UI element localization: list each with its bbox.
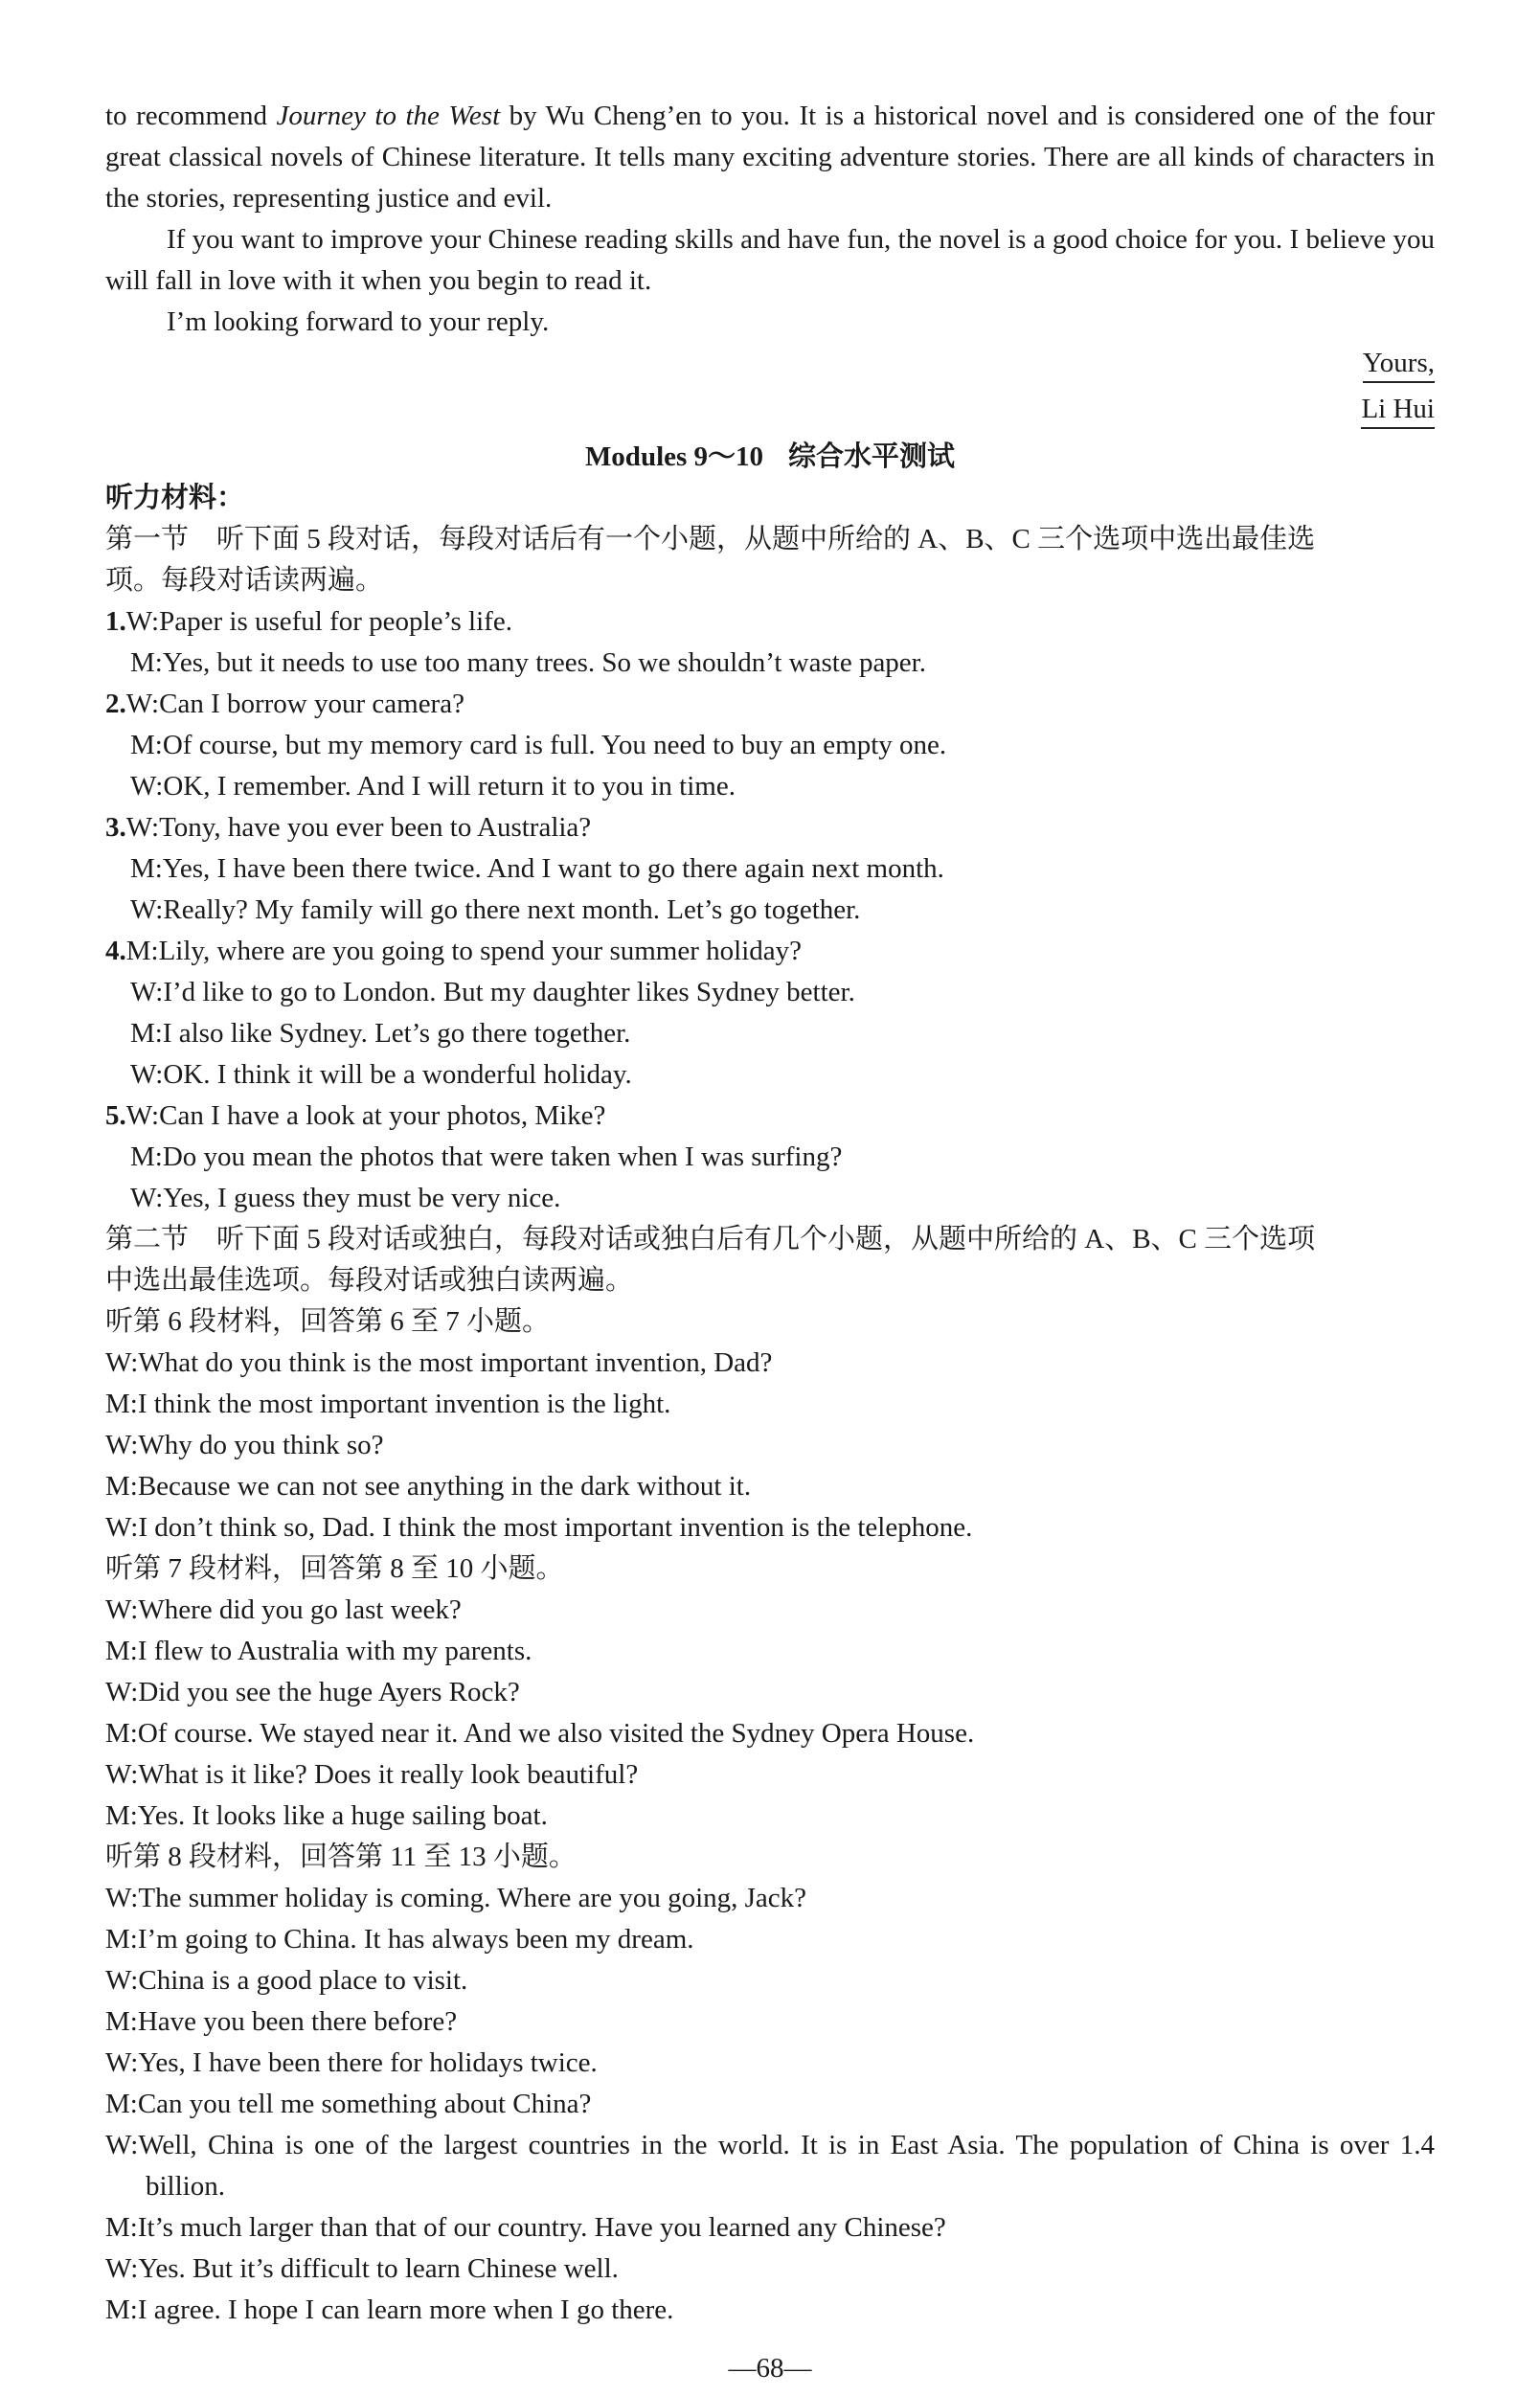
dialogue-line: M:Because we can not see anything in the dark without it. — [105, 1471, 752, 1502]
dialogue-line: W:What is it like? Does it really look beautiful? — [105, 1759, 639, 1790]
dialogue-line: W:OK. I think it will be a wonderful holiday. — [130, 1059, 632, 1090]
page-number: —68— — [728, 2353, 812, 2384]
dialogue-line: M:I also like Sydney. Let’s go there together. — [130, 1018, 631, 1049]
dialogue-line: W:Yes, I guess they must be very nice. — [130, 1183, 561, 1213]
dialogue-text: W:Paper is useful for people’s life. — [125, 606, 512, 637]
letter-closing — [105, 343, 1435, 435]
dialogue-line — [105, 1096, 1435, 1137]
dialogue-line: M:Have you been there before? — [105, 2006, 458, 2037]
dialogue-line: M:Can you tell me something about China? — [105, 2089, 592, 2119]
book-title: Journey to the West — [276, 101, 501, 131]
letter-text: to recommend — [105, 101, 277, 131]
dialogue-line: W:What do you think is the most important invention, Dad? — [105, 1347, 773, 1378]
dialogue-line: M:Yes, but it needs to use too many trees. So we shouldn’t waste paper. — [130, 647, 926, 678]
dialogue-line: M:Of course, but my memory card is full. You need to buy an empty one. — [130, 730, 947, 760]
dialogue-line — [105, 807, 1435, 848]
letter-paragraph-3: I’m looking forward to your reply. — [167, 306, 550, 337]
part1-instruction: 第一节 听下面 5 段对话，每段对话后有一个小题，从题中所给的 A、B、C 三个选项中选出最佳选 — [105, 524, 1316, 554]
dialogue-line: W:Well, China is one of the largest countries in the world. It is in East Asia. The population of China is over 1.4 billion. — [105, 2130, 1435, 2202]
dialogue-line: W:I don’t think so, Dad. I think the most important invention is the telephone. — [105, 1512, 973, 1543]
dialogue-5 — [105, 1096, 1435, 1219]
material-6 — [105, 1301, 1435, 1548]
dialogue-line: M:It’s much larger than that of our country. Have you learned any Chinese? — [105, 2212, 946, 2243]
dialogue-number: 3. — [105, 812, 126, 843]
dialogue-text: W:Can I borrow your camera? — [125, 689, 464, 719]
dialogue-line — [105, 601, 1435, 643]
dialogue-number: 5. — [105, 1100, 126, 1131]
material-7 — [105, 1548, 1435, 1837]
dialogue-line: M:Yes. It looks like a huge sailing boat. — [105, 1800, 548, 1831]
material-header: 听第 7 段材料，回答第 8 至 10 小题。 — [105, 1553, 564, 1584]
dialogue-number: 4. — [105, 936, 126, 966]
section-title-modules: Modules 9～10 — [584, 441, 764, 472]
dialogue-4 — [105, 931, 1435, 1096]
dialogue-text: W:Can I have a look at your photos, Mike? — [125, 1100, 606, 1131]
dialogue-line: W:Did you see the huge Ayers Rock? — [105, 1677, 520, 1707]
letter-paragraph-1 — [105, 96, 1435, 219]
dialogue-line: M:Yes, I have been there twice. And I want to go there again next month. — [130, 853, 944, 884]
dialogue-line — [105, 931, 1435, 972]
dialogue-line: M:I’m going to China. It has always been my dream. — [105, 1924, 694, 1955]
material-8 — [105, 1837, 1435, 2331]
part2-instruction-cont: 中选出最佳选项。每段对话或独白读两遍。 — [105, 1265, 634, 1296]
letter-text: by Wu Cheng’en to you. It is a historical novel and is considered one of the four great classical novels of Chinese literature. It tells many exciting adventure stories. There are all kinds of characters in the stories, representing justice and evil. — [105, 101, 1435, 214]
dialogue-2 — [105, 684, 1435, 807]
dialogue-line: W:Why do you think so? — [105, 1430, 384, 1460]
dialogue-line: W:Yes. But it’s difficult to learn Chinese well. — [105, 2253, 619, 2284]
dialogue-line: W:OK, I remember. And I will return it to you in time. — [130, 771, 736, 802]
dialogue-line: M:I think the most important invention is the light. — [105, 1389, 671, 1419]
dialogue-line: M:I flew to Australia with my parents. — [105, 1636, 532, 1666]
dialogue-line: W:Really? My family will go there next month. Let’s go together. — [130, 894, 861, 925]
dialogue-line: W:China is a good place to visit. — [105, 1965, 468, 1996]
dialogue-line: W:Yes, I have been there for holidays twice. — [105, 2047, 598, 2078]
dialogue-line: W:The summer holiday is coming. Where are you going, Jack? — [105, 1883, 807, 1913]
dialogue-1 — [105, 601, 1435, 684]
dialogue-number: 1. — [105, 606, 126, 637]
material-header: 听第 8 段材料，回答第 11 至 13 小题。 — [105, 1842, 577, 1872]
part2-instruction: 第二节 听下面 5 段对话或独白，每段对话或独白后有几个小题，从题中所给的 A、B、C 三个选项 — [105, 1224, 1316, 1255]
listening-label: 听力材料： — [105, 483, 245, 513]
dialogue-line: M:I agree. I hope I can learn more when I go there. — [105, 2294, 674, 2325]
section-title — [105, 437, 1435, 478]
dialogue-text: W:Tony, have you ever been to Australia? — [125, 812, 592, 843]
section-title-test: 综合水平测试 — [788, 441, 956, 472]
dialogue-line: W:I’d like to go to London. But my daughter likes Sydney better. — [130, 977, 855, 1007]
signature: Li Hui — [1361, 391, 1435, 429]
dialogue-text: M:Lily, where are you going to spend your summer holiday? — [125, 936, 802, 966]
closing-salutation: Yours, — [1363, 345, 1435, 383]
dialogue-line — [105, 684, 1435, 725]
dialogue-3 — [105, 807, 1435, 931]
dialogue-number: 2. — [105, 689, 126, 719]
letter-paragraph-2: If you want to improve your Chinese reading skills and have fun, the novel is a good choice for you. I believe you will fall in love with it when you begin to read it. — [105, 224, 1435, 296]
material-header: 听第 6 段材料，回答第 6 至 7 小题。 — [105, 1306, 551, 1337]
dialogue-line: M:Of course. We stayed near it. And we also visited the Sydney Opera House. — [105, 1718, 975, 1749]
dialogue-line: M:Do you mean the photos that were taken when I was surfing? — [130, 1141, 843, 1172]
dialogue-line: W:Where did you go last week? — [105, 1594, 462, 1625]
part1-instruction-cont: 项。每段对话读两遍。 — [105, 565, 384, 596]
